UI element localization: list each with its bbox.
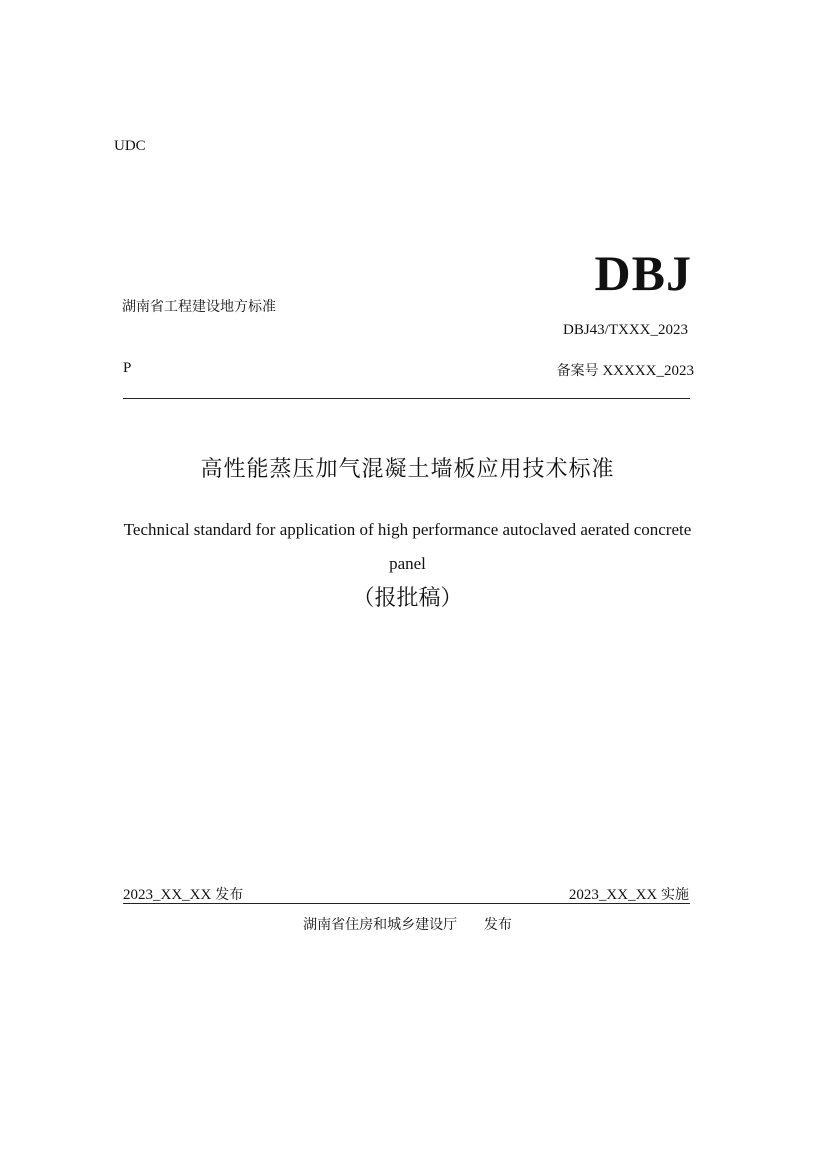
title-chinese: 高性能蒸压加气混凝土墙板应用技术标准 xyxy=(200,457,615,482)
udc-label: UDC xyxy=(114,138,146,154)
local-standard-label: 湖南省工程建设地方标准 xyxy=(122,299,276,315)
record-label: 备案号 xyxy=(556,363,599,379)
issuer-line xyxy=(0,914,815,934)
issuer-action: 发布 xyxy=(483,917,512,933)
footer-divider xyxy=(123,903,690,904)
implement-date xyxy=(569,884,689,904)
issue-date-value: 2023_XX_XX xyxy=(123,887,212,903)
header-divider xyxy=(123,398,690,399)
issuer-name: 湖南省住房和城乡建设厅 xyxy=(303,917,458,933)
standard-number: DBJ43/TXXX_2023 xyxy=(562,322,688,338)
record-number-value: XXXXX_2023 xyxy=(602,363,694,379)
dbj-mark: DBJ xyxy=(594,245,692,301)
record-number xyxy=(557,360,694,380)
issue-date xyxy=(123,884,243,904)
implement-date-value: 2023_XX_XX xyxy=(568,887,658,903)
draft-status: （报批稿） xyxy=(352,586,463,611)
implement-label: 实施 xyxy=(661,887,689,903)
title-english: Technical standard for application of high performance autoclaved aerated concrete panel xyxy=(123,520,692,573)
issue-label: 发布 xyxy=(215,887,244,903)
classification-code: P xyxy=(123,360,132,376)
